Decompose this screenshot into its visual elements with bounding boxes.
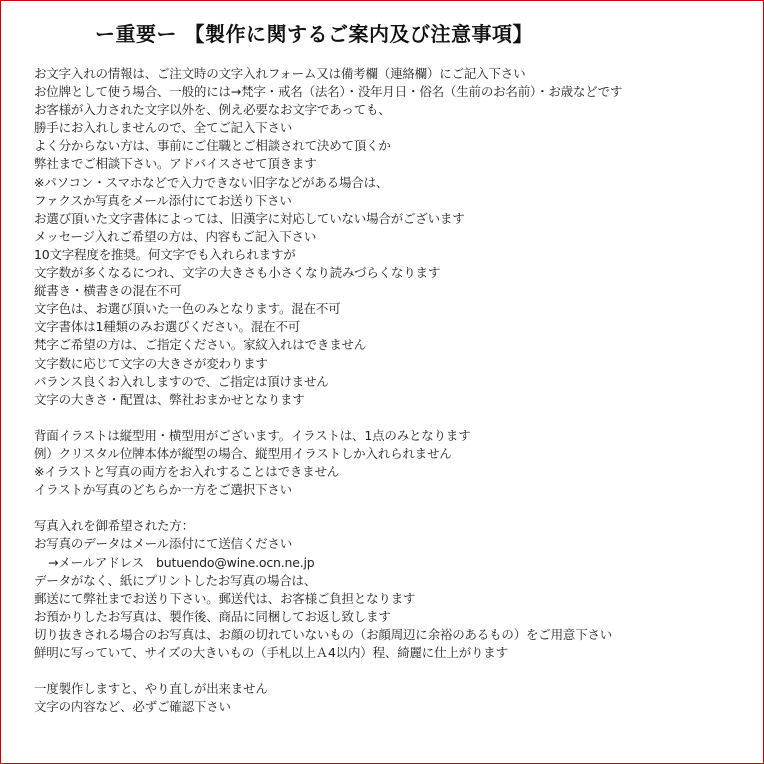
text-line: 梵字ご希望の方は、ご指定ください。家紋入れはできません [34, 337, 367, 353]
text-line: お預かりしたお写真は、製作後、商品に同梱してお返し致します [34, 608, 391, 624]
text-line: 例）クリスタル位牌本体が縦型の場合、縦型用イラストしか入れられません [34, 445, 452, 461]
text-line: 背面イラストは縦型用・横型用がございます。イラストは、1点のみとなります [34, 427, 471, 443]
blank-line [34, 662, 754, 680]
text-line: お選び頂いた文字書体によっては、旧漢字に対応していない場合がございます [34, 210, 465, 226]
text-line: お文字入れの情報は、ご注文時の文字入れフォーム又は備考欄（連絡欄）にご記入下さい [34, 66, 526, 81]
text-line: 文字数に応じて文字の大きさが変わります [34, 355, 268, 371]
text-line: ※イラストと写真の両方をお入れすることはできません [34, 464, 340, 480]
page-title: ー重要ー 【製作に関するご案内及び注意事項】 [95, 22, 533, 46]
text-line: 勝手にお入れしませんので、全てご記入下さい [34, 120, 293, 136]
text-line: 縦書き・横書きの混在不可 [34, 283, 182, 299]
text-line: 郵送にて弊社までお送り下さい。郵送代は、お客様ご負担となります [34, 590, 416, 606]
blank-line [34, 409, 754, 427]
text-line: 文字の内容など、必ずご確認下さい [34, 699, 231, 715]
text-line: 文字の大きさ・配置は、弊社おまかせとなります [34, 391, 305, 407]
text-line: 鮮明に写っていて、サイズの大きいもの（手札以上Ａ4以内）程、綺麗に仕上がります [34, 645, 508, 660]
text-line: お写真のデータはメール添付にて送信ください [34, 536, 293, 552]
blank-line [34, 499, 754, 517]
notice-body [34, 65, 754, 716]
text-line: 文字色は、お選び頂いた一色のみとなります。混在不可 [34, 301, 341, 317]
text-line: お客様が入力された文字以外を、例え必要なお文字であっても、 [34, 102, 391, 118]
text-line: 文字書体は1種類のみお選びください。混在不可 [34, 319, 301, 335]
text-line: ※パソコン・スマホなどで入力できない旧字などがある場合は、 [34, 174, 389, 190]
text-line: バランス良くお入れしますので、ご指定は頂けません [34, 373, 329, 389]
text-line: よく分からない方は、事前にご住職とご相談されて決めて頂くか [34, 138, 391, 154]
text-line: お位牌として使う場合、一般的には→梵字・戒名（法名）・没年月日・俗名（生前のお名前）・お歳などです [34, 84, 623, 100]
text-line: 弊社までご相談下さい。アドバイスさせて頂きます [34, 156, 317, 172]
text-line: 文字数が多くなるにつれ、文字の大きさも小さくなり読みづらくなります [34, 265, 441, 281]
email-address-line: →メールアドレス butuendo@wine.ocn.ne.jp [48, 554, 315, 570]
text-line: メッセージ入れご希望の方は、内容もご記入下さい [34, 228, 317, 244]
text-line: ファクスか写真をメール添付にてお送り下さい [34, 192, 292, 208]
text-line: 写真入れを御希望された方： [34, 518, 194, 534]
text-line: 10文字程度を推奨。何文字でも入れられますが [34, 246, 296, 262]
text-line: 切り抜きされる場合のお写真は、お顔の切れていないもの（お顔周辺に余裕のあるもの）をご用意下さい [34, 626, 613, 642]
text-line: 一度製作しますと、やり直しが出来ません [34, 681, 268, 697]
text-line: イラストか写真のどちらか一方をご選択下さい [34, 482, 292, 498]
text-line: データがなく、紙にプリントしたお写真の場合は、 [34, 572, 317, 588]
